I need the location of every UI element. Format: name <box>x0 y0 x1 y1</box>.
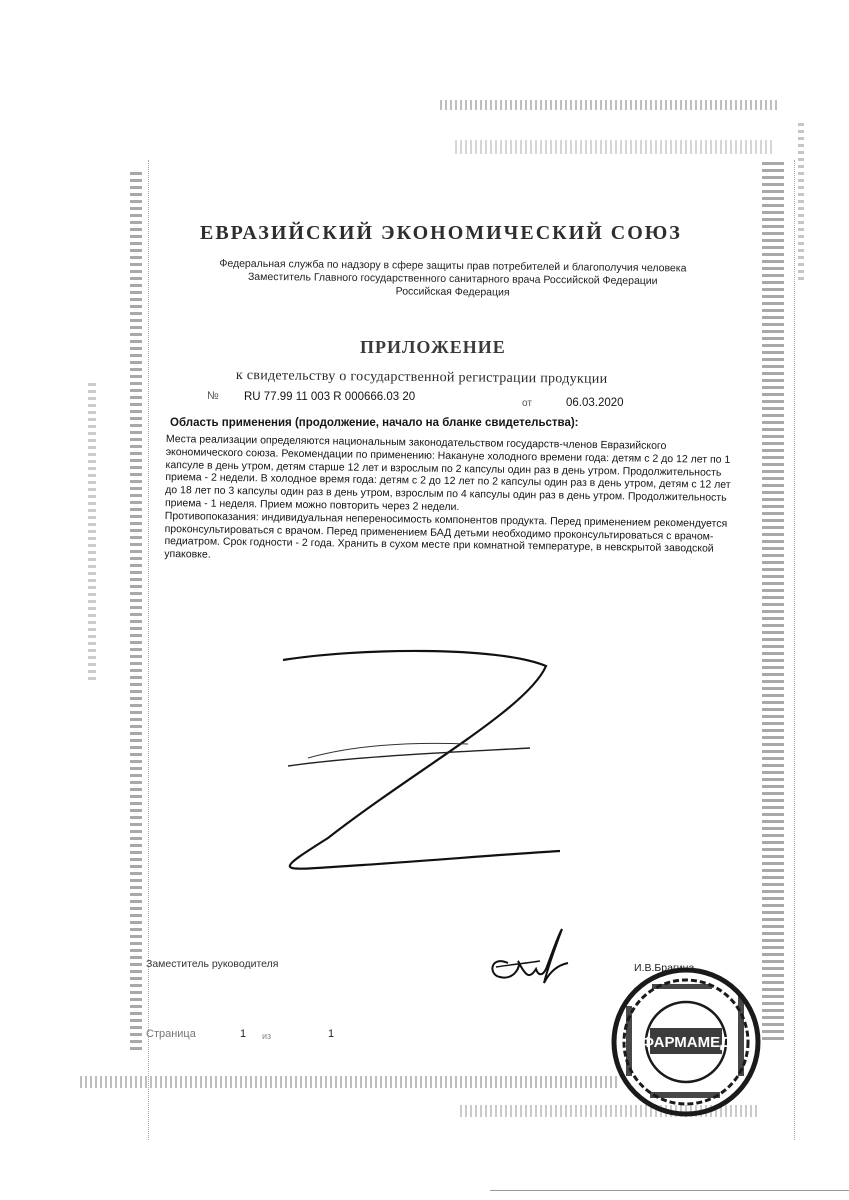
scope-paragraph-1: Места реализации определяются национальным законодательством государств-членов Евразийского экономического союза. Рекомендации по применению: Накануне холодного времени года: детям с 2 до 12 лет по 1 капсуле в день утром, детям старше 12 лет и взрослым по 2 капсулы один раз в день утром. Продолжительность приема - 2 недели. В холодное время года: детям с 2 до 12 лет по 2 капсулы один раз в день утром, детям с 12 лет до 18 лет по 3 капсулы один раз в день утром, взрослым по 4 капсулы один раз в день утром. Продолжительность приема - 1 неделя. Прием можно повторить через 2 недели. <box>164 433 731 514</box>
scan-noise-top-2 <box>455 140 775 154</box>
appendix-subtitle: к свидетельству о государственной регистрации продукции <box>235 368 608 387</box>
page-total: 1 <box>328 1028 335 1040</box>
deputy-head-label: Заместитель руководителя <box>146 958 279 970</box>
company-seal-stamp <box>610 966 762 1118</box>
page-current: 1 <box>240 1028 247 1040</box>
page-of: из <box>262 1031 272 1041</box>
signatory-name: И.В.Брагина <box>634 962 695 974</box>
scan-noise-left-2 <box>88 380 96 680</box>
service-line-1: Федеральная служба по надзору в сфере защиты прав потребителей и благополучия человека <box>219 257 687 275</box>
handwritten-signature <box>478 925 588 995</box>
scan-noise-right-2 <box>798 120 804 280</box>
scope-heading: Область применения (продолжение, начало на бланке свидетельства): <box>170 417 579 429</box>
scan-edge <box>490 1190 849 1191</box>
service-block <box>168 257 738 302</box>
scope-body <box>164 433 744 569</box>
scan-noise-top <box>440 100 780 110</box>
scan-noise-left <box>130 170 142 1050</box>
union-title: ЕВРАЗИЙСКИЙ ЭКОНОМИЧЕСКИЙ СОЮЗ <box>200 222 682 244</box>
service-line-2: Заместитель Главного государственного санитарного врача Российской Федерации <box>247 270 658 288</box>
stamp-name: ФАРМАМЕД <box>641 1034 731 1051</box>
registration-number: RU 77.99 11 003 R 000666.03 20 <box>244 391 416 403</box>
scope-paragraph-2: Противопоказания: индивидуальная непереносимость компонентов продукта. Перед применением рекомендуется проконсультироваться с врачом. Перед применением БАД детьми необходимо проконсультироваться с врачом-педиатром. Срок годности - 2 года. Хранить в сухом месте при комнатной температуре, в невскрытой заводской упаковке. <box>164 509 728 561</box>
strikethrough-z-mark <box>268 648 568 878</box>
service-line-3: Российская Федерация <box>395 285 510 299</box>
reg-number-prefix: № <box>207 390 219 402</box>
registration-date: 06.03.2020 <box>566 397 624 409</box>
appendix-title: ПРИЛОЖЕНИЕ <box>360 337 506 357</box>
reg-date-prefix: от <box>522 398 532 409</box>
page-label: Страница <box>146 1028 196 1040</box>
